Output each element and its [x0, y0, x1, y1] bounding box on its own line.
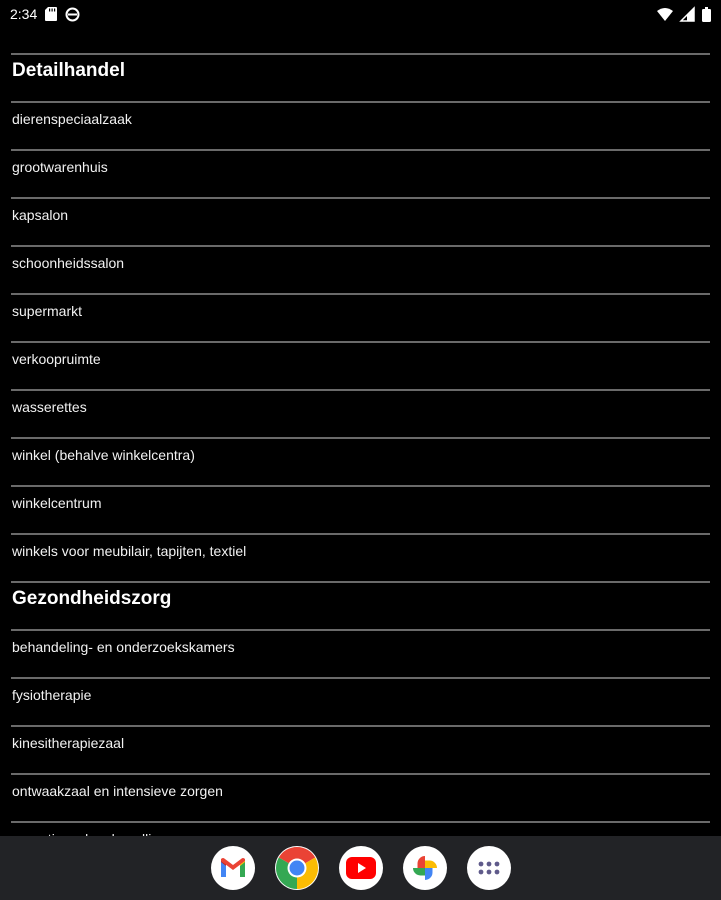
status-left [10, 6, 80, 22]
list-item-label: ontwaakzaal en intensieve zorgen [12, 783, 223, 799]
list-item-wasserettes[interactable] [11, 389, 710, 437]
list-item-label: winkel (behalve winkelcentra) [12, 447, 195, 463]
list-item-dierenspeciaalzaak[interactable] [11, 101, 710, 149]
list-item-verkoopruimte[interactable] [11, 341, 710, 389]
photos-icon[interactable] [403, 846, 447, 890]
taskbar [0, 836, 721, 900]
list-item-label: behandeling- en onderzoekskamers [12, 639, 235, 655]
list-item-supermarkt[interactable] [11, 293, 710, 341]
list-item-ontwaakzaal-en-intensieve-zorgen[interactable] [11, 773, 710, 821]
list-item-label: kapsalon [12, 207, 69, 223]
section-header-gezondheidszorg [11, 581, 710, 629]
status-right [657, 7, 711, 22]
app-drawer-icon[interactable] [467, 846, 511, 890]
status-bar [0, 0, 721, 28]
list-item-fysiotherapie[interactable] [11, 677, 710, 725]
youtube-icon[interactable] [339, 846, 383, 890]
list-item-winkels-voor-meubilair-tapijten-textiel[interactable] [11, 533, 710, 581]
vpn-globe-icon [65, 7, 80, 22]
signal-icon [681, 8, 694, 21]
section-header-label: Detailhandel [12, 60, 125, 81]
list-item-label: verkoopruimte [12, 351, 101, 367]
storage-icon [45, 7, 57, 21]
gmail-icon[interactable] [211, 846, 255, 890]
list-item-label: winkelcentrum [12, 495, 102, 511]
list-item-label: grootwarenhuis [12, 159, 108, 175]
battery-icon [702, 7, 711, 22]
chrome-icon[interactable] [275, 846, 319, 890]
section-header-detailhandel [11, 53, 710, 101]
list-item-grootwarenhuis[interactable] [11, 149, 710, 197]
section-header-label: Gezondheidszorg [12, 588, 172, 609]
list-item-winkel-behalve-winkelcentra[interactable] [11, 437, 710, 485]
list-item-label: kinesitherapiezaal [12, 735, 125, 751]
list-item-kinesitherapiezaal[interactable] [11, 725, 710, 773]
list-item-label: fysiotherapie [12, 687, 92, 703]
list-item-label: dierenspeciaalzaak [12, 111, 132, 127]
list-item-label: schoonheidssalon [12, 255, 125, 271]
category-list [11, 53, 710, 869]
status-time: 2:34 [10, 6, 38, 22]
list-item-label: winkels voor meubilair, tapijten, textiel [12, 543, 247, 559]
list-item-label: wasserettes [12, 399, 87, 415]
wifi-icon [657, 8, 673, 21]
list-item-kapsalon[interactable] [11, 197, 710, 245]
list-item-winkelcentrum[interactable] [11, 485, 710, 533]
list-item-schoonheidssalon[interactable] [11, 245, 710, 293]
list-item-behandeling-en-onderzoekskamers[interactable] [11, 629, 710, 677]
list-item-label: supermarkt [12, 303, 83, 319]
